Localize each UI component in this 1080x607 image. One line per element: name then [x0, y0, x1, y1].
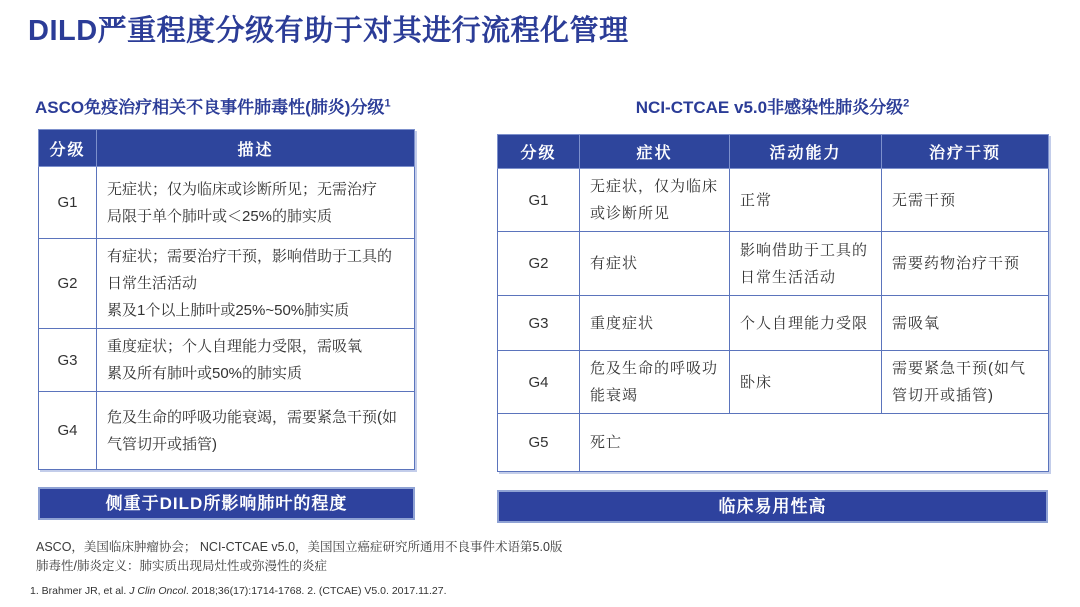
table-row-g1 [39, 167, 415, 239]
table-row-g3 [498, 296, 1049, 351]
intervention-cell: 需要紧急干预(如气管切开或插管) [882, 351, 1049, 414]
description-cell [97, 239, 415, 329]
ctcae-title-footnote-marker: 2 [903, 97, 910, 110]
description-cell [97, 329, 415, 392]
column-header-grade: 分级 [498, 135, 580, 169]
intervention-cell: 需要药物治疗干预 [882, 232, 1049, 296]
symptom-cell: 危及生命的呼吸功能衰竭 [580, 351, 730, 414]
ctcae-table-title-text: NCI-CTCAE v5.0非感染性肺炎分级 [635, 98, 904, 117]
intervention-cell: 需吸氧 [882, 296, 1049, 351]
reference-journal: J Clin Oncol [129, 585, 186, 597]
asco-table-title-text: ASCO免疫治疗相关不良事件肺毒性(肺炎)分级 [35, 98, 385, 117]
column-header-intervention: 治疗干预 [882, 135, 1049, 169]
description-line: 有症状；需要治疗干预，影响借助于工具的日常生活活动 [107, 248, 393, 292]
description-cell [97, 392, 415, 470]
page-title: DILD严重程度分级有助于对其进行流程化管理 [28, 15, 629, 47]
table-row-g5 [498, 414, 1049, 472]
asco-title-footnote-marker: 1 [384, 97, 391, 110]
table-row-g2 [498, 232, 1049, 296]
grade-cell: G4 [39, 392, 97, 470]
grade-cell: G5 [498, 414, 580, 472]
grade-cell: G4 [498, 351, 580, 414]
grade-cell: G2 [39, 239, 97, 329]
reference-citation [30, 585, 447, 597]
table-row-g3 [39, 329, 415, 392]
grade-cell: G3 [39, 329, 97, 392]
table-row-g4 [39, 392, 415, 470]
ctcae-panel [497, 93, 1048, 523]
description-line: 危及生命的呼吸功能衰竭，需要紧急干预(如气管切开或插管) [107, 408, 397, 453]
symptom-cell: 有症状 [580, 232, 730, 296]
description-line: 累及所有肺叶或50%的肺实质 [107, 365, 303, 382]
description-line: 累及1个以上肺叶或25%~50%肺实质 [107, 302, 350, 319]
activity-cell: 卧床 [730, 351, 882, 414]
table-header-row [498, 135, 1049, 169]
asco-summary-banner: 侧重于DILD所影响肺叶的程度 [38, 487, 415, 520]
column-header-activity: 活动能力 [730, 135, 882, 169]
ctcae-summary-banner: 临床易用性高 [497, 490, 1048, 523]
footnotes [36, 538, 562, 576]
intervention-cell: 无需干预 [882, 169, 1049, 232]
table-header-row [39, 130, 415, 167]
activity-cell: 影响借助于工具的日常生活活动 [730, 232, 882, 296]
grade-cell: G1 [498, 169, 580, 232]
table-row-g4 [498, 351, 1049, 414]
reference-suffix: . 2018;36(17):1714-1768. 2. (CTCAE) V5.0. 2017.11.27. [185, 585, 447, 597]
grade-cell: G3 [498, 296, 580, 351]
footnote-definition: 肺毒性/肺炎定义：肺实质出现局灶性或弥漫性的炎症 [36, 559, 327, 573]
asco-panel [35, 93, 415, 520]
column-header-symptom: 症状 [580, 135, 730, 169]
description-line: 局限于单个肺叶或＜25%的肺实质 [107, 207, 333, 225]
description-cell [97, 167, 415, 239]
asco-grading-table [38, 129, 415, 470]
ctcae-grading-table [497, 134, 1049, 472]
activity-cell: 个人自理能力受限 [730, 296, 882, 351]
asco-table-title [35, 93, 415, 118]
ctcae-table-title [497, 93, 1048, 118]
activity-cell: 正常 [730, 169, 882, 232]
table-row-g1 [498, 169, 1049, 232]
symptom-cell: 重度症状 [580, 296, 730, 351]
symptom-cell: 死亡 [580, 414, 1049, 472]
description-line: 无症状；仅为临床或诊断所见；无需治疗 [107, 180, 378, 198]
column-header-description: 描述 [97, 130, 415, 167]
reference-prefix: 1. Brahmer JR, et al. [30, 585, 130, 597]
footnote-abbreviations: ASCO，美国临床肿瘤协会； NCI-CTCAE v5.0，美国国立癌症研究所通用不良事件术语第5.0版 [36, 540, 563, 554]
column-header-grade: 分级 [39, 130, 97, 167]
description-line: 重度症状；个人自理能力受限，需吸氧 [107, 338, 363, 355]
symptom-cell: 无症状，仅为临床或诊断所见 [580, 169, 730, 232]
grade-cell: G2 [498, 232, 580, 296]
grade-cell: G1 [39, 167, 97, 239]
table-row-g2 [39, 239, 415, 329]
